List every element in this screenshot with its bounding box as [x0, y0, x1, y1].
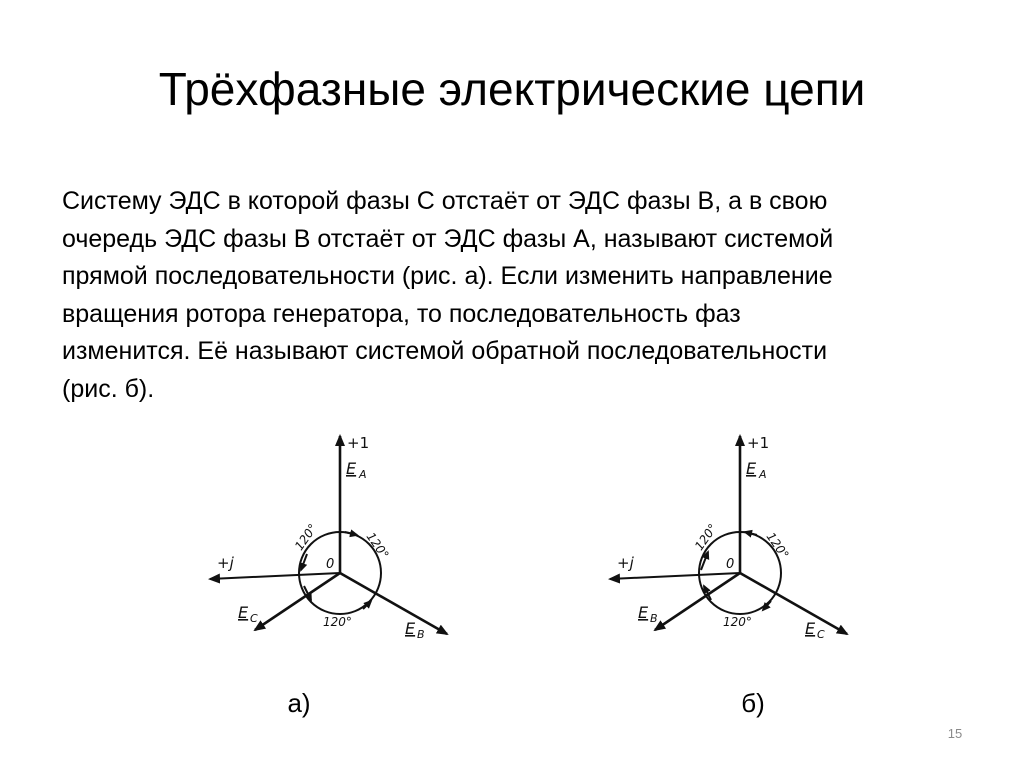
- phasor-svg-b: [605, 420, 865, 650]
- angle-left-label: 120°: [692, 521, 721, 553]
- page-number: 15: [947, 726, 963, 741]
- phasor-top-label: A: [359, 468, 367, 481]
- phasor-lower-left-label: C: [250, 612, 258, 625]
- angle-bottom-label: 120°: [323, 615, 352, 629]
- phasor-top-symbol: E: [346, 459, 357, 478]
- phasor-lower-right-arrow: [340, 573, 447, 634]
- phasor-lower-left-symbol: E: [238, 603, 249, 622]
- axis-imag-label: +j: [217, 554, 234, 572]
- angle-right-label: 120°: [363, 529, 392, 562]
- paragraph-line: прямой последовательности (рис. а). Если изменить направление: [62, 262, 833, 290]
- phasor-top-label: A: [759, 468, 767, 481]
- paragraph-line: Систему ЭДС в которой фазы С отстаёт от ЭДС фазы В, а в свою: [62, 187, 828, 215]
- phasor-lower-right-label: C: [817, 628, 825, 641]
- phasor-top-symbol: E: [746, 459, 757, 478]
- paragraph-line: очередь ЭДС фазы В отстаёт от ЭДС фазы А, называют системой: [62, 224, 834, 253]
- diagram-caption-b: б): [741, 688, 765, 718]
- origin-label: 0: [326, 557, 335, 572]
- horizontal-axis-arrow: [210, 573, 340, 579]
- axis-real-label: +1: [347, 434, 370, 452]
- phasor-lower-left-label: B: [650, 612, 658, 625]
- phasor-lower-right-arrow: [740, 573, 847, 634]
- angle-right-label: 120°: [763, 529, 792, 562]
- angle-bottom-label: 120°: [723, 615, 752, 629]
- axis-imag-label: +j: [617, 554, 634, 572]
- paragraph-line: вращения ротора генератора, то последовательность фаз: [62, 299, 741, 328]
- origin-label: 0: [726, 557, 735, 572]
- horizontal-axis-arrow: [610, 573, 740, 579]
- phasor-lower-right-symbol: E: [405, 619, 416, 638]
- slide-title: Трёхфазные электрические цепи: [158, 63, 866, 115]
- angle-left-label: 120°: [292, 521, 321, 553]
- phasor-diagram-b: [605, 420, 865, 650]
- phasor-lower-left-symbol: E: [638, 603, 649, 622]
- phasor-lower-right-label: B: [417, 628, 425, 641]
- paragraph-line: (рис. б).: [62, 374, 155, 403]
- axis-real-label: +1: [747, 434, 770, 452]
- phasor-svg-a: [205, 420, 465, 650]
- phasor-diagram-a: [205, 420, 465, 650]
- paragraph-line: изменится. Её называют системой обратной последовательности: [62, 337, 828, 365]
- phasor-lower-right-symbol: E: [805, 619, 816, 638]
- arc-arrow-left: [701, 552, 708, 570]
- slide-paragraph: [62, 183, 962, 408]
- diagram-caption-a: а): [287, 688, 311, 718]
